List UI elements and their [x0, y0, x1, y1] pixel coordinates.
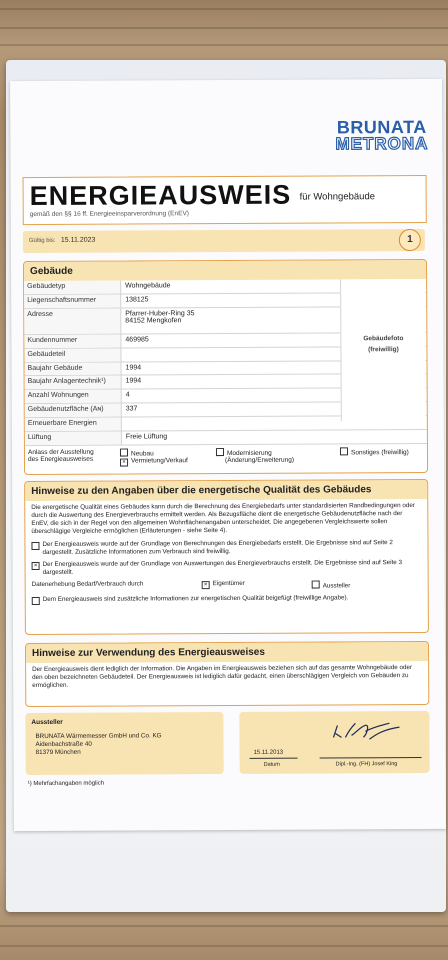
option-energy-consumption	[26, 557, 428, 579]
row-value: 138125	[125, 296, 149, 304]
usage-notes-section	[25, 641, 429, 707]
issue-reason-label-2: des Energieausweises	[28, 455, 94, 463]
row-label: Gebäudetyp	[24, 281, 121, 294]
usage-notes-text: Der Energieausweis dient lediglich der Information. Die Angaben im Energieausweis beziehen sich auf das gesamte Wohngebäude oder den oben bezeichneten Gebäudeteil. Der Energieausweis ist lediglich dafür gedacht, einen überschlägigen Vergleich von Gebäuden zu ermöglichen.	[32, 664, 413, 690]
footnote: ¹) Mehrfachangaben möglich	[27, 780, 105, 788]
wood-grain	[0, 8, 448, 10]
wood-grain	[0, 925, 448, 927]
data-collection-label: Datenerhebung Bedarf/Verbrauch durch	[31, 580, 144, 589]
row-label: Baujahr Gebäude	[25, 362, 122, 375]
address-city: 84152 Mengkofen	[125, 317, 182, 325]
sonstiges-label: Sonstiges (freiwillig)	[350, 448, 409, 457]
additional-info-text: Dem Energieausweis sind zusätzliche Informationen zur energetischen Qualität beigefügt (freiwillige Angabe).	[42, 594, 349, 603]
row-label: Baujahr Anlagentechnik¹)	[25, 376, 122, 389]
signature-date: 15.11.2013	[253, 749, 284, 756]
issuer-option-label: Aussteller	[322, 582, 351, 590]
demand-text: Der Energieausweis wurde auf der Grundlage von Berechnungen des Energiebedarfs erstellt. Die Ergebnisse sind auf Seite 2 dargestellt. Zusätzliche Informationen zum Verbrauch sind freiwillig.	[42, 539, 393, 556]
row-label: Anzahl Wohnungen	[25, 390, 122, 403]
row-label: Erneuerbare Energien	[25, 418, 122, 431]
handwritten-signature	[329, 719, 407, 745]
demand-checkbox	[31, 542, 39, 550]
wood-grain	[0, 44, 448, 46]
issuer-label: Aussteller	[31, 718, 63, 727]
signatory-name: Dipl.-Ing. (FH) Josef King	[335, 761, 398, 768]
brunata-metrona-logo	[335, 116, 429, 154]
legal-basis: gemäß den §§ 16 ff. Energieeinsparverordnung (EnEV)	[29, 210, 189, 219]
row-value: 469985	[125, 336, 149, 344]
quality-notes-section	[24, 479, 429, 635]
document-subtitle: für Wohngebäude	[299, 191, 376, 203]
page-number-badge: 1	[399, 229, 421, 251]
other-option	[340, 447, 409, 465]
issuer-box	[25, 712, 223, 775]
wood-grain	[0, 27, 448, 29]
signature-box	[239, 711, 429, 774]
row-value: 337	[125, 405, 138, 413]
option-energy-demand	[25, 537, 427, 559]
issuer-city: 81379 München	[35, 748, 81, 757]
valid-until-date: 15.11.2023	[60, 236, 96, 244]
option-additional-info	[26, 592, 428, 607]
row-label: Gebäudenutzfläche (Aɴ)	[25, 404, 122, 417]
row-label: Lüftung	[25, 432, 122, 445]
signature-line	[320, 757, 422, 759]
vermietung-label: Vermietung/Verkauf	[131, 457, 188, 465]
modernisierung-checkbox	[216, 448, 224, 456]
building-section	[23, 259, 428, 475]
quality-notes-text: Die energetische Qualität eines Gebäudes kann durch die Berechnung des Energiebedarfs unter standardisierten Randbedingungen oder durch die Auswertung des Energieverbrauchs ermittelt werden. Als Bezugsfläche dient die energetische Gebäudenutzfläche nach der EnEV, die sich in der Regel von den allgemeinen Wohnflächenangaben unterscheidet. Die angegebenen Vergleichswerte sollen überschlägige Vergleiche ermöglichen (Erläuterungen - siehe Seite 4).	[31, 502, 415, 536]
building-photo-placeholder	[340, 279, 426, 421]
modernization-option	[216, 447, 340, 466]
logo-line-1: BRUNATA	[336, 116, 427, 138]
quality-notes-heading: Hinweise zu den Angaben über die energetische Qualität des Gebäudes	[25, 480, 427, 501]
row-value: 4	[125, 391, 130, 399]
row-label: Liegenschaftsnummer	[24, 294, 121, 307]
issuer-company: BRUNATA Wärmemesser GmbH und Co. KG	[35, 732, 162, 741]
date-line	[250, 758, 298, 759]
issue-reason-label-1: Anlass der Ausstellung	[27, 448, 94, 456]
owner-checkbox-checked: ×	[202, 581, 210, 589]
building-heading: Gebäude	[24, 260, 426, 281]
additional-info-checkbox	[32, 597, 40, 605]
photo-optional-label: (freiwillig)	[368, 346, 399, 354]
document-page	[10, 79, 446, 831]
date-label: Datum	[263, 761, 280, 768]
issue-reason-row	[25, 444, 427, 470]
row-label: Kundennummer	[24, 334, 121, 347]
row-value: Freie Lüftung	[125, 433, 168, 441]
photo-label: Gebäudefoto	[363, 335, 404, 343]
wood-grain	[0, 945, 448, 947]
row-label: Gebäudeteil	[24, 348, 121, 361]
modernisierung-label: Modernisierung	[226, 449, 272, 457]
row-value: 1994	[125, 364, 142, 372]
row-label: Adresse	[24, 308, 121, 334]
address-street: Pfarrer-Huber-Ring 35	[125, 309, 195, 318]
vermietung-checkbox-checked: ×	[120, 458, 128, 466]
title-box	[23, 175, 427, 225]
logo-line-2: METRONA	[335, 134, 429, 154]
issue-reason-label	[28, 448, 120, 466]
issuer-checkbox	[312, 581, 320, 589]
consumption-text: Der Energieausweis wurde auf der Grundlage von Auswertungen des Energieverbrauchs erstellt. Die Ergebnisse sind auf Seite 3 dargestellt.	[42, 559, 403, 576]
issue-reason-options	[120, 448, 216, 467]
row-value: 1994	[125, 377, 142, 385]
modernisierung-detail: (Änderung/Erweiterung)	[225, 456, 295, 464]
issuer-street: Aidenbachstraße 40	[35, 740, 92, 749]
row-value: Wohngebäude	[125, 282, 171, 290]
valid-until-label: Gültig bis:	[28, 237, 56, 245]
sonstiges-checkbox	[340, 447, 348, 455]
owner-label: Eigentümer	[212, 579, 245, 588]
neubau-checkbox	[120, 448, 128, 456]
consumption-checkbox-checked: ×	[32, 562, 40, 570]
document-title: ENERGIEAUSWEIS	[29, 179, 292, 212]
building-table	[24, 279, 427, 470]
validity-bar	[23, 229, 425, 253]
usage-notes-heading: Hinweise zur Verwendung des Energieausweises	[26, 642, 428, 663]
neubau-label: Neubau	[130, 450, 154, 458]
